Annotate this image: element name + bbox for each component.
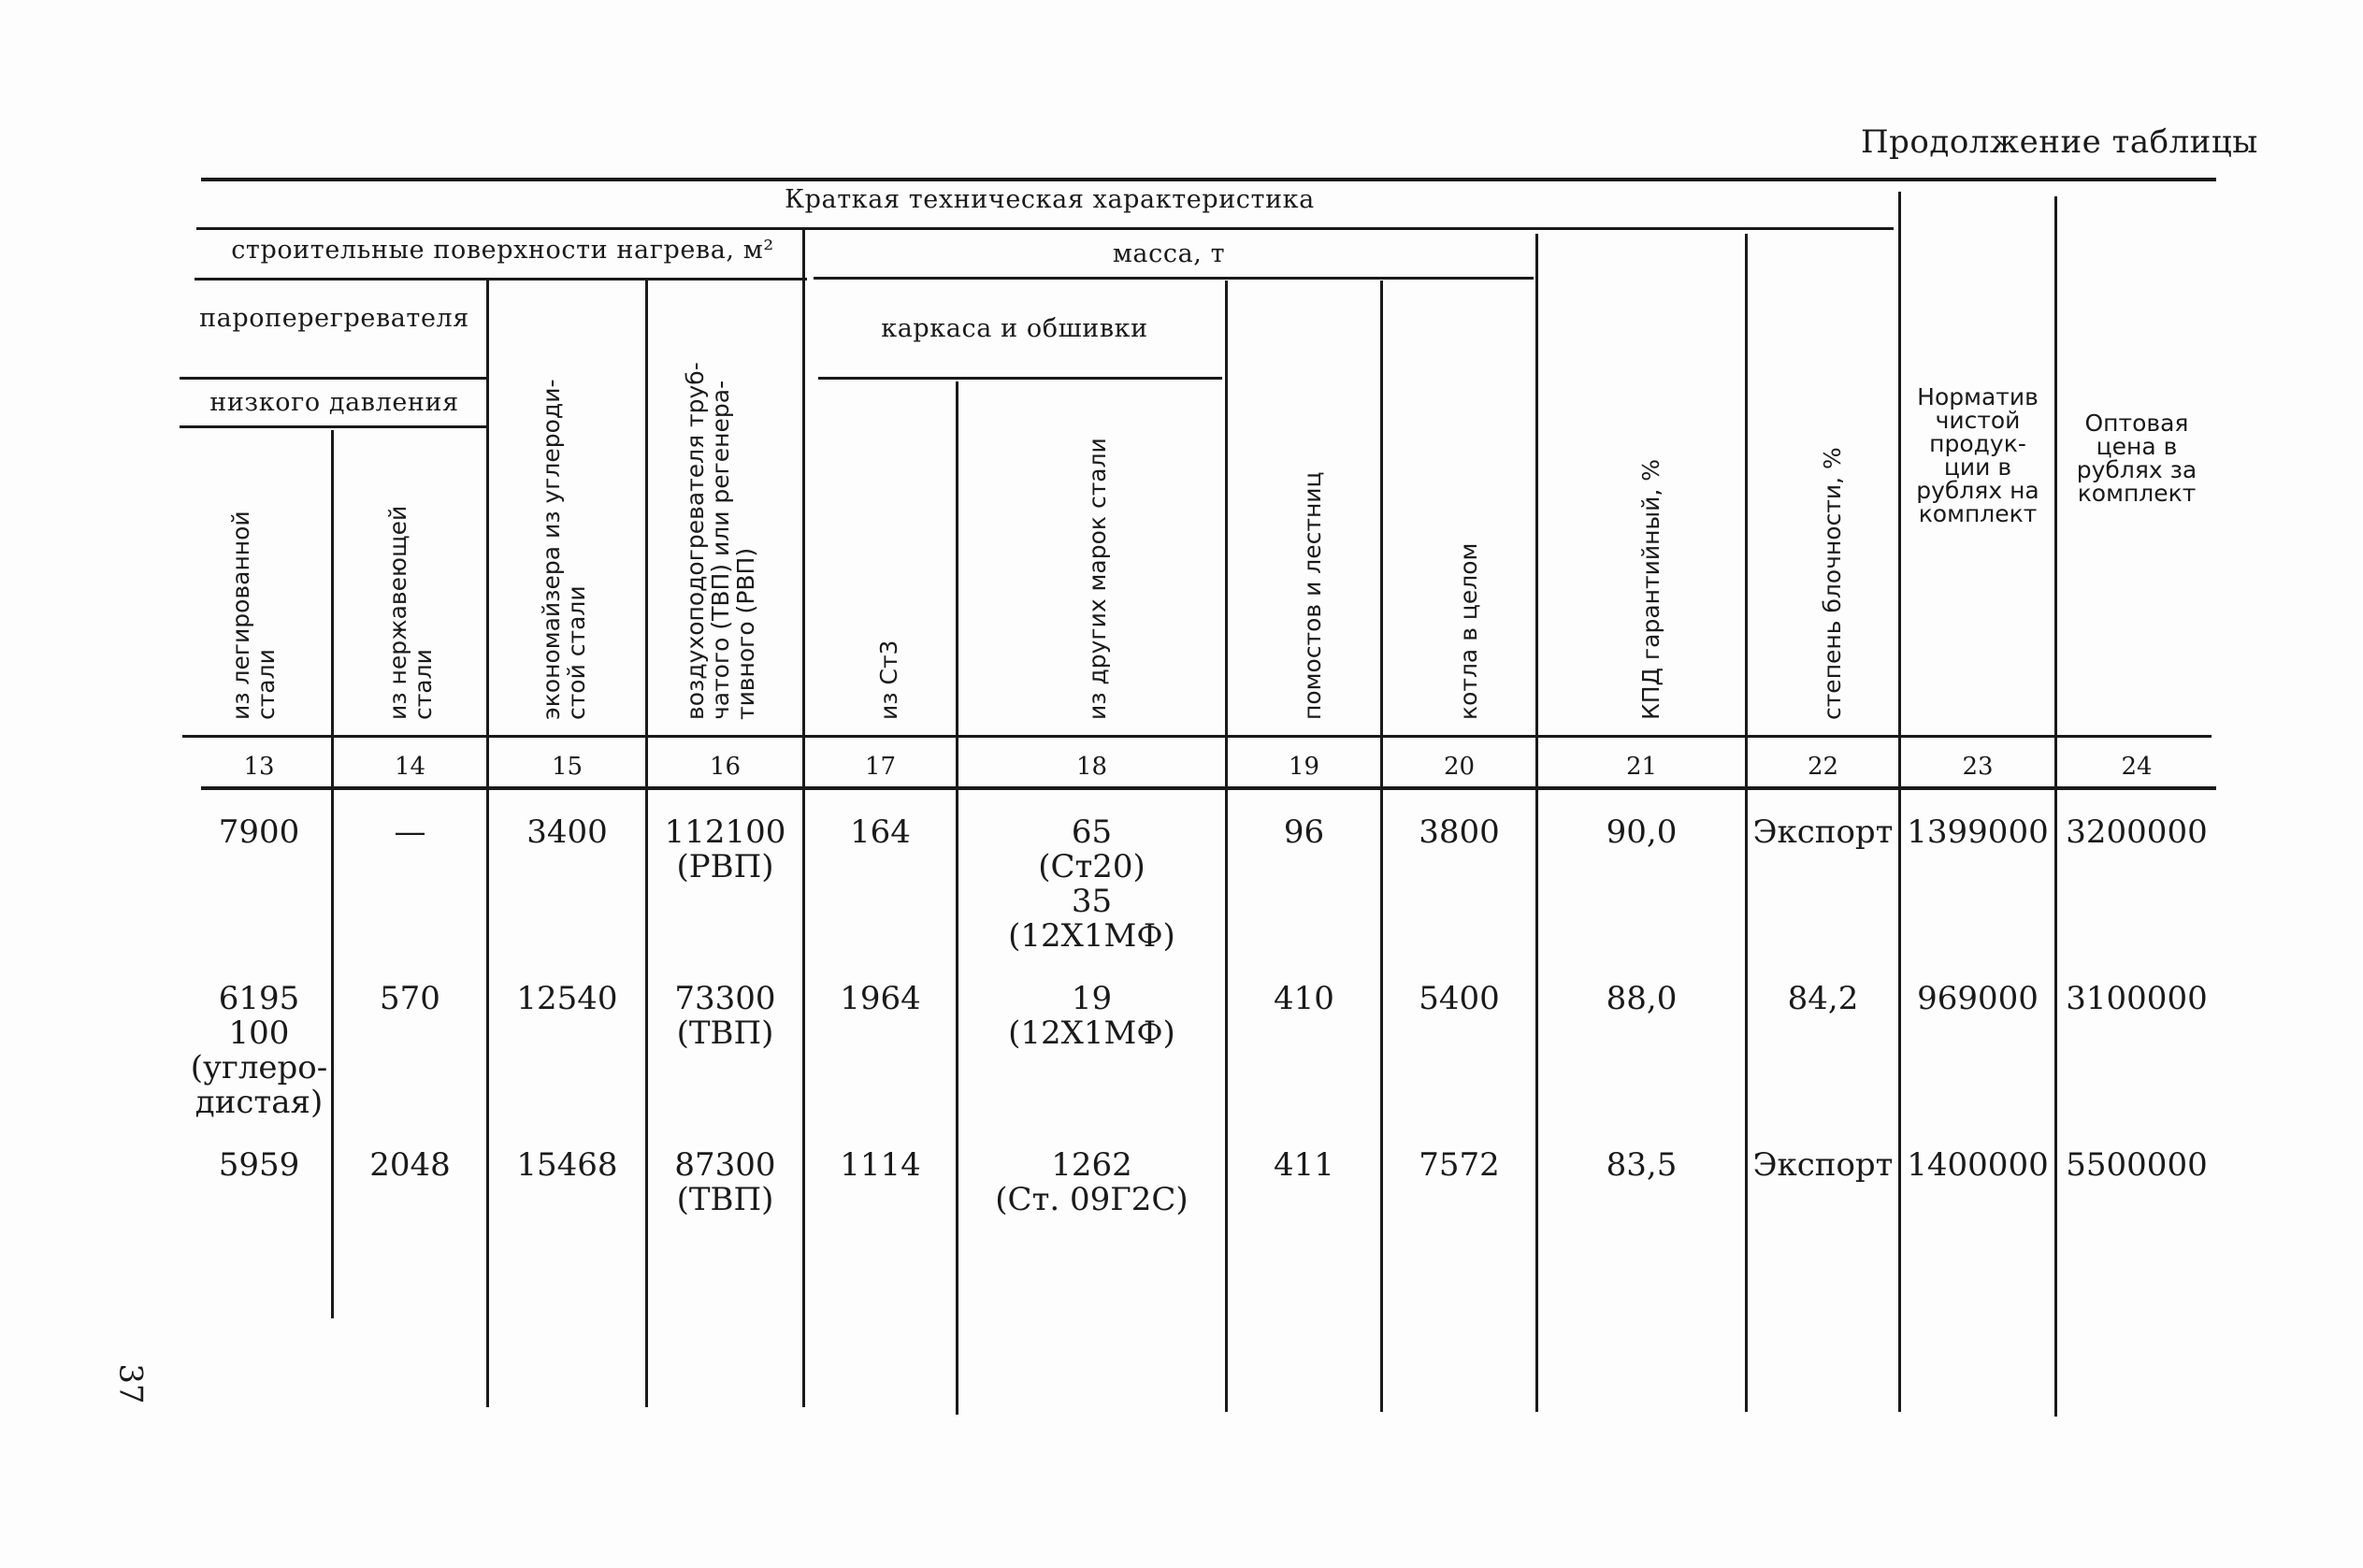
table-cell: 410 — [1274, 980, 1334, 1017]
table-cell: 164 — [850, 813, 911, 851]
table-cell: 969000 — [1917, 980, 2039, 1017]
header-bottom-rule — [201, 786, 2216, 790]
column-header-17: из Ст3 — [875, 640, 902, 720]
table-cell: 1399000 — [1907, 813, 2049, 851]
table-cell: 19 (12Х1МФ) — [1008, 980, 1175, 1052]
table-cell: 5500000 — [2066, 1146, 2208, 1184]
table-cell: 1400000 — [1907, 1146, 2049, 1184]
column-header-19: помостов и лестниц — [1299, 471, 1326, 720]
rule — [818, 377, 1222, 380]
column-number: 17 — [864, 753, 897, 781]
column-divider — [2054, 196, 2057, 1417]
header-frame: каркаса и обшивки — [881, 314, 1148, 343]
table-cell: 7900 — [218, 813, 300, 851]
column-number: 21 — [1625, 753, 1658, 781]
rule — [195, 278, 807, 281]
column-header-18: из других марок стали — [1084, 438, 1111, 720]
table-cell: 15468 — [516, 1146, 618, 1184]
column-header-20: котла в целом — [1455, 542, 1482, 720]
table-cell: 73300 (ТВП) — [674, 980, 776, 1052]
table-top-rule — [201, 178, 2216, 181]
table-cell: 1964 — [840, 980, 921, 1017]
table-cell: — — [394, 813, 426, 851]
table-cell: 1262 (Ст. 09Г2С) — [995, 1146, 1189, 1218]
column-header-24: Оптовая цена в рублях за комплект — [2076, 410, 2197, 507]
table-cell: 112100 (РВП) — [664, 813, 786, 885]
table-cell: 3400 — [526, 813, 608, 851]
header-mass-group: масса, т — [1112, 239, 1226, 268]
table-cell: Экспорт — [1752, 813, 1894, 851]
table-cell: 65 (Ст20) 35 (12Х1МФ) — [1008, 813, 1175, 955]
rule — [196, 227, 1894, 230]
table-cell: Экспорт — [1752, 1146, 1894, 1184]
table-cell: 1114 — [840, 1146, 921, 1184]
table-cell: 12540 — [516, 980, 618, 1017]
table-cell: 5959 — [218, 1146, 300, 1184]
table-cell: 6195 100 (углеро- дистая) — [190, 980, 328, 1121]
table-cell: 87300 (ТВП) — [674, 1146, 776, 1218]
column-number: 22 — [1807, 753, 1839, 781]
table-cell: 3800 — [1419, 813, 1500, 851]
column-number: 14 — [394, 753, 426, 781]
table-cell: 411 — [1274, 1146, 1334, 1184]
header-main-group: Краткая техническая характеристика — [785, 185, 1315, 214]
table-cell: 83,5 — [1606, 1146, 1678, 1184]
rule — [180, 425, 488, 428]
table-cell: 84,2 — [1787, 980, 1859, 1017]
column-number: 24 — [2121, 753, 2153, 781]
table-cell: 5400 — [1419, 980, 1500, 1017]
header-superheater: пароперегревателя — [199, 304, 469, 333]
header-low-pressure: низкого давления — [209, 388, 459, 417]
column-divider — [1898, 192, 1901, 1412]
column-number: 15 — [551, 753, 584, 781]
column-header-21: КПД гарантийный, % — [1637, 458, 1664, 720]
rule — [180, 377, 488, 380]
continuation-label: Продолжение таблицы — [1861, 123, 2258, 161]
table-cell: 3100000 — [2066, 980, 2208, 1017]
column-divider — [331, 430, 334, 1318]
column-header-16: воздухоподогревателя труб- чатого (ТВП) или регенера- тивного (РВП) — [682, 362, 759, 720]
table-cell: 90,0 — [1606, 813, 1678, 851]
column-number: 19 — [1288, 753, 1320, 781]
column-number: 13 — [243, 753, 275, 781]
column-header-13: из легированной стали — [227, 511, 280, 720]
table-cell: 96 — [1283, 813, 1325, 851]
column-number: 18 — [1075, 753, 1108, 781]
table-cell: 570 — [380, 980, 440, 1017]
column-header-14: из нержавеющей стали — [384, 505, 437, 720]
column-header-23: Норматив чистой продук- ции в рублях на комплект — [1916, 383, 2039, 527]
column-header-15: экономайзера из углероди- стой стали — [538, 379, 590, 720]
column-number: 20 — [1443, 753, 1476, 781]
column-header-22: степень блочности, % — [1819, 447, 1846, 720]
column-number: 23 — [1962, 753, 1994, 781]
header-surfaces-group: строительные поверхности нагрева, м² — [231, 236, 774, 265]
table-cell: 3200000 — [2066, 813, 2208, 851]
page-number: 37 — [111, 1363, 150, 1404]
column-number: 16 — [709, 753, 742, 781]
table-cell: 88,0 — [1606, 980, 1678, 1017]
table-cell: 2048 — [369, 1146, 451, 1184]
rule — [814, 277, 1534, 280]
table-cell: 7572 — [1419, 1146, 1500, 1184]
